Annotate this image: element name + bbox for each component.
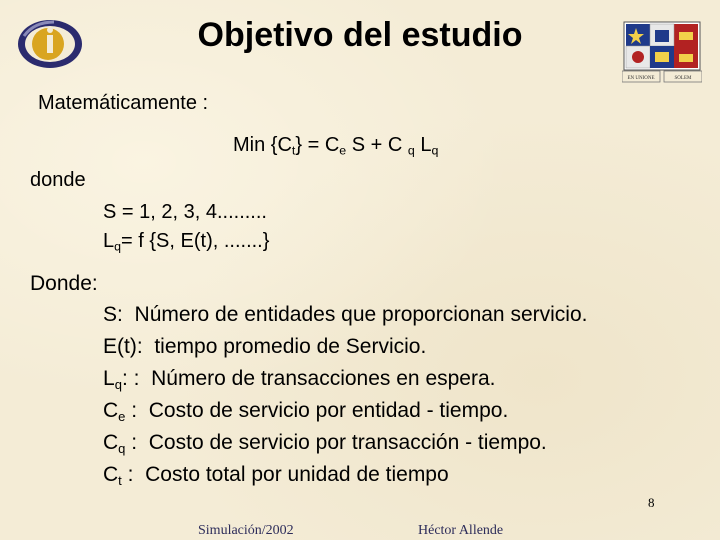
crest-banner-right: SOLEM <box>674 76 692 81</box>
definition-symbol: C <box>103 399 119 422</box>
footer-course: Simulación/2002 <box>198 523 294 538</box>
definition-text: Costo total por unidad de tiempo <box>145 463 449 486</box>
donde-heading: Donde: <box>30 272 98 295</box>
definition-sep: : <box>117 303 135 326</box>
definition-item <box>103 303 587 327</box>
formula-min-prefix: Min {C <box>233 134 292 156</box>
formula-l: L <box>414 134 432 156</box>
definition-text: Número de entidades que proporcionan servicio. <box>134 303 588 326</box>
lq-sub: q <box>114 239 122 254</box>
donde-label: donde <box>30 169 86 191</box>
definition-sub: t <box>118 472 122 488</box>
definition-sub: e <box>118 408 126 424</box>
definition-sub: q <box>118 440 126 456</box>
footer-author: Héctor Allende <box>418 523 504 538</box>
definition-sep: : : <box>121 367 152 390</box>
definition-symbol: C <box>103 431 119 454</box>
definition-text: Costo de servicio por entidad - tiempo. <box>148 399 509 422</box>
definition-sep: : <box>121 463 146 486</box>
definition-sep: : <box>136 335 155 358</box>
definition-sep: : <box>125 431 149 454</box>
definition-item <box>103 335 426 359</box>
lq-rest: = f {S, E(t), .......} <box>121 230 270 252</box>
definition-item <box>103 399 508 423</box>
formula-sub-e: e <box>339 143 347 158</box>
formula-mid: S + C <box>346 134 408 156</box>
definition-symbol: L <box>103 367 115 390</box>
intro-text: Matemáticamente : <box>38 92 209 114</box>
definition-symbol: E(t) <box>103 335 137 358</box>
lq-function-line <box>103 230 269 253</box>
formula-eq: } = C <box>295 134 340 156</box>
cost-formula <box>233 134 438 157</box>
definition-text: Costo de servicio por transacción - tiempo. <box>148 431 547 454</box>
definition-text: Número de transacciones en espera. <box>151 367 496 390</box>
definition-sep: : <box>125 399 149 422</box>
lq-symbol: L <box>103 230 115 252</box>
page-number: 8 <box>648 495 655 510</box>
definition-item <box>103 431 547 455</box>
formula-sub-q: q <box>407 143 415 158</box>
definition-item <box>103 367 495 391</box>
slide-title: Objetivo del estudio <box>197 16 523 54</box>
definition-sub: q <box>114 376 122 392</box>
s-values-line: S = 1, 2, 3, 4......... <box>103 201 267 223</box>
definition-symbol: S <box>103 303 118 326</box>
formula-sub-q2: q <box>431 143 439 158</box>
definition-item <box>103 463 449 487</box>
definition-symbol: C <box>103 463 119 486</box>
crest-banner-left: EN UNIONE <box>627 76 655 81</box>
definition-text: tiempo promedio de Servicio. <box>154 335 427 358</box>
formula-sub-t: t <box>291 143 296 158</box>
